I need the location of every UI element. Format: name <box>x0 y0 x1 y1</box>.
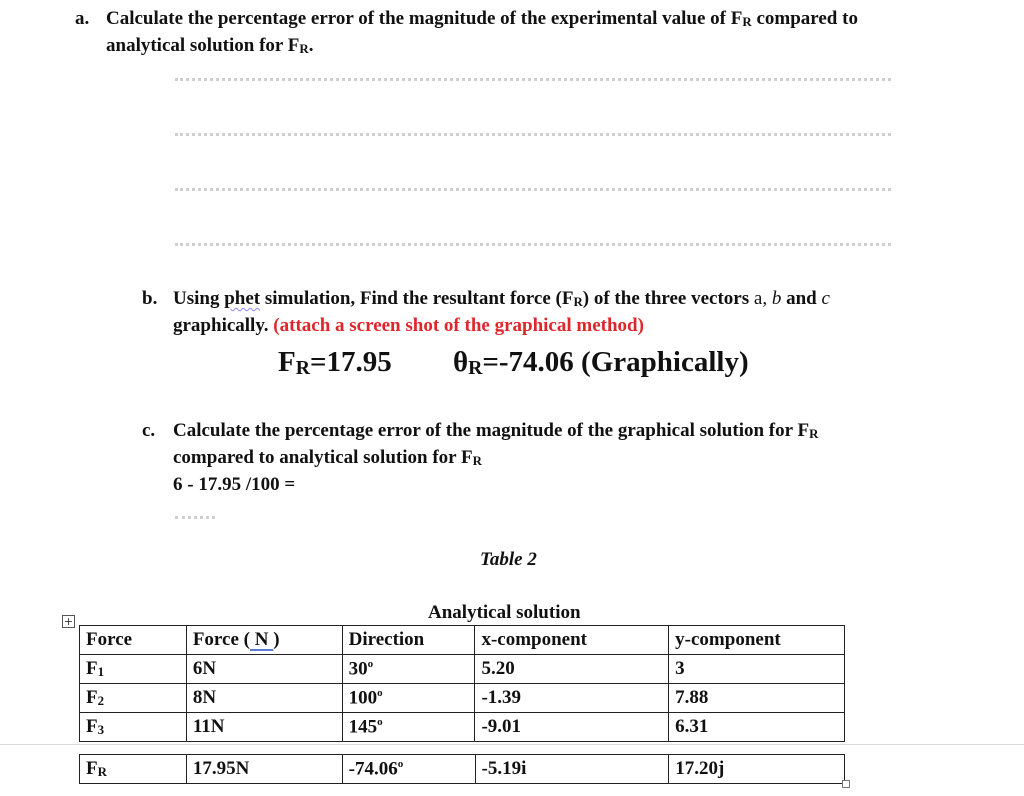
item-b-sub: R <box>573 293 583 309</box>
item-c-sub-2: R <box>472 452 482 468</box>
theta-sub: R <box>468 356 483 379</box>
theta-value: =-74.06 (Graphically) <box>482 346 749 378</box>
item-a-question <box>106 5 946 59</box>
item-b-text: Using <box>173 288 225 309</box>
cell-force: $F_R$ <box>80 755 187 784</box>
item-b-text-2: graphically. <box>173 315 269 336</box>
cell-magnitude: 8N <box>186 684 342 713</box>
item-a-sub: R <box>742 13 752 29</box>
cell-magnitude: 6N <box>186 655 342 684</box>
table-row <box>80 655 845 684</box>
table-header-row <box>80 626 845 655</box>
table-caption: Table 2 <box>480 549 537 570</box>
cell-magnitude: 17.95N <box>186 755 342 784</box>
header-force-label: Force <box>192 629 244 650</box>
answer-dotted-line-3 <box>175 188 891 191</box>
analytical-table <box>79 625 845 742</box>
answer-dotted-line-1 <box>175 78 891 81</box>
item-c-sub-1: R <box>809 425 819 441</box>
table-group-header: Analytical solution <box>428 602 581 623</box>
table-row <box>80 684 845 713</box>
cell-force: $F_1$ <box>80 655 187 684</box>
fr-sub: R <box>295 356 310 379</box>
screenshot-note: (attach a screen shot of the graphical method) <box>268 315 644 336</box>
graphical-result-fr <box>278 346 392 379</box>
theta-label: θ <box>453 346 469 378</box>
answer-dotted-line-4 <box>175 243 891 246</box>
cell-force: $F_3$ <box>80 713 187 742</box>
vector-b: b <box>771 288 782 309</box>
item-c-question <box>173 417 963 498</box>
cell-y: 17.20j <box>669 755 845 784</box>
cell-x: -1.39 <box>475 684 669 713</box>
cell-y: 3 <box>669 655 845 684</box>
item-b-question <box>173 285 963 339</box>
item-a-text-2-end: . <box>308 35 314 56</box>
item-c-letter: c. <box>142 420 156 441</box>
resultant-table <box>79 754 845 784</box>
item-a-text-1-end: compared to <box>751 8 858 29</box>
vector-c: c <box>821 288 830 309</box>
item-b-text-mid: simulation, Find the resultant force (F <box>260 288 574 309</box>
item-a-text-1: Calculate the percentage error of the magnitude of the experimental value of F <box>106 8 743 29</box>
item-a-letter: a. <box>75 8 90 29</box>
cell-magnitude: 11N <box>186 713 342 742</box>
cell-x: 5.20 <box>475 655 669 684</box>
cell-x: -5.19i <box>475 755 669 784</box>
unit-n: N <box>249 629 274 650</box>
cell-direction: 30$^o$ <box>342 655 475 684</box>
header-x-component: x-component <box>475 626 669 655</box>
answer-dotted-short <box>175 516 215 519</box>
table-resize-handle[interactable] <box>842 780 850 788</box>
unit-paren-close: ) <box>273 629 280 650</box>
answer-dotted-line-2 <box>175 133 891 136</box>
item-c-text-1: Calculate the percentage error of the magnitude of the graphical solution for F <box>173 420 810 441</box>
fr-value: =17.95 <box>309 346 392 378</box>
item-b-letter: b. <box>142 288 158 309</box>
fr-label: F <box>278 346 296 378</box>
item-b-and: and <box>781 288 822 309</box>
phet-word: phet <box>224 288 261 309</box>
item-a-text-2: analytical solution for F <box>106 35 300 56</box>
header-force: Force <box>80 626 187 655</box>
vector-a: a, <box>753 288 772 309</box>
cell-direction: -74.06$^o$ <box>342 755 475 784</box>
cell-y: 6.31 <box>669 713 845 742</box>
graphical-result-theta <box>453 346 749 379</box>
cell-y: 7.88 <box>669 684 845 713</box>
cell-x: -9.01 <box>475 713 669 742</box>
table-row <box>80 713 845 742</box>
table-move-handle[interactable]: + <box>63 615 74 628</box>
page-break-line <box>0 744 1024 745</box>
header-direction: Direction <box>342 626 475 655</box>
cell-direction: 100$^o$ <box>342 684 475 713</box>
cell-direction: 145$^o$ <box>342 713 475 742</box>
resultant-row <box>80 755 845 784</box>
item-c-text-2: compared to analytical solution for F <box>173 447 473 468</box>
unit-paren-open: ( <box>243 629 250 650</box>
item-a-sub-2: R <box>299 40 309 56</box>
header-y-component: y-component <box>669 626 845 655</box>
cell-force: $F_2$ <box>80 684 187 713</box>
item-b-text-mid2: ) of the three vectors <box>582 288 754 309</box>
header-force-n <box>186 626 342 655</box>
item-c-calculation: 6 - 17.95 /100 = <box>173 474 296 495</box>
